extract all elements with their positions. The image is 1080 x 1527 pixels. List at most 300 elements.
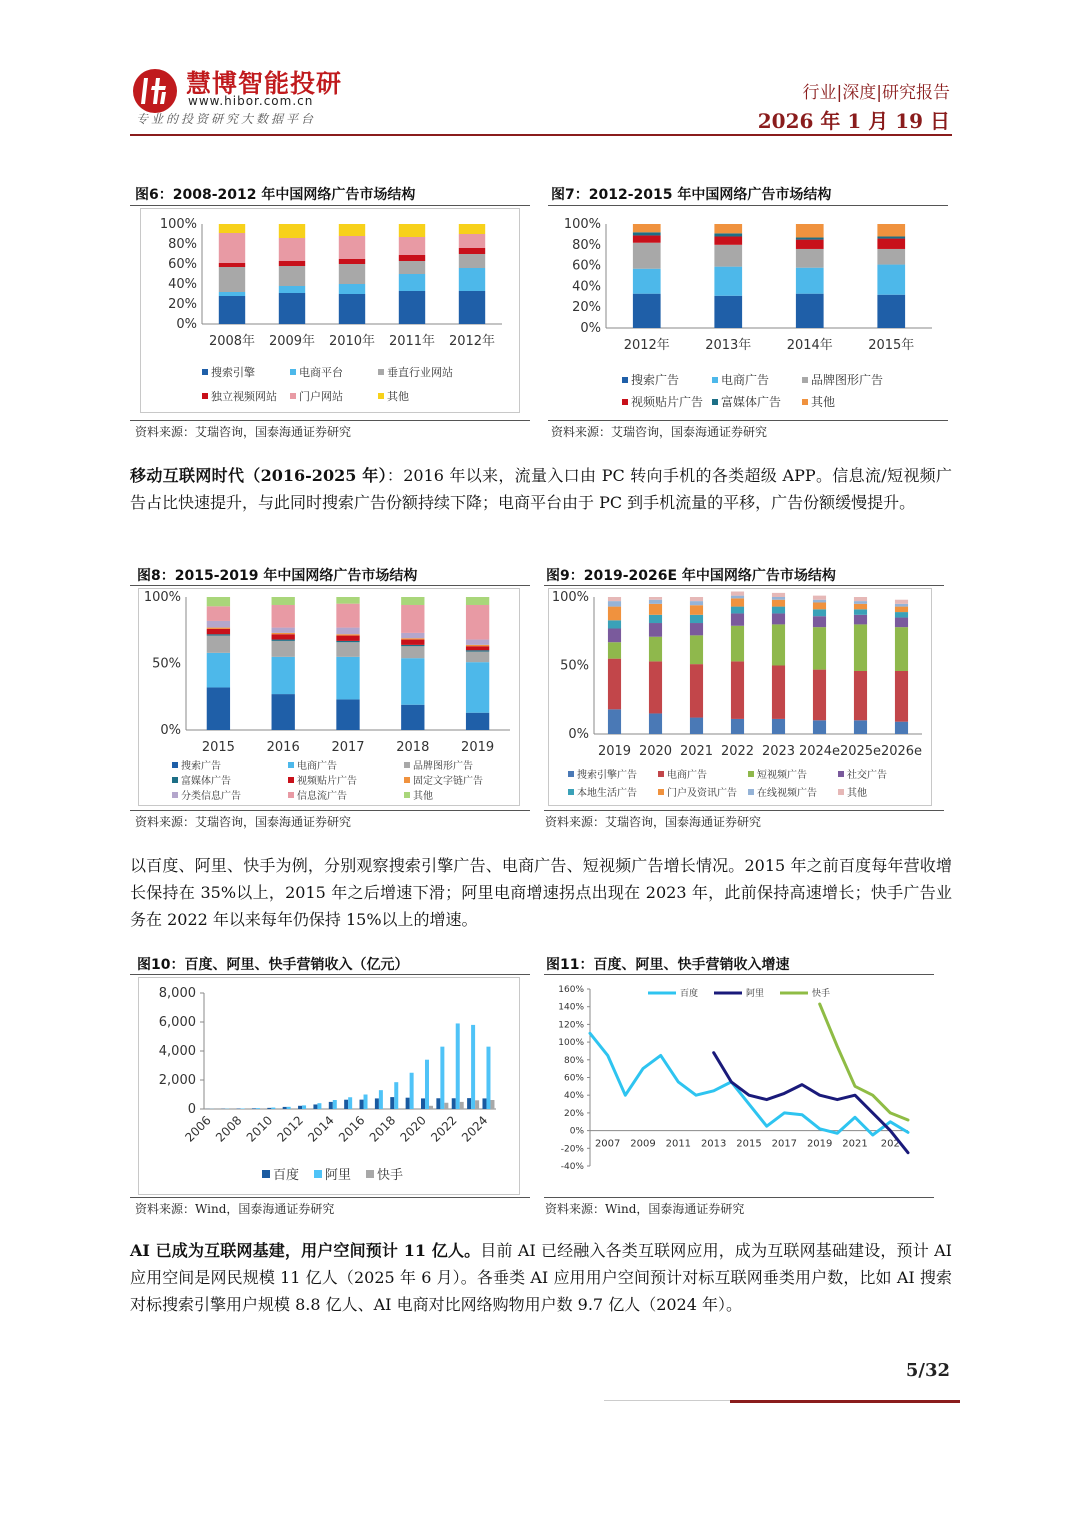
fig9-bar-0-1 — [608, 659, 621, 710]
fig6-bar-4-0 — [459, 291, 485, 324]
fig7-bar-0-4 — [633, 232, 661, 235]
fig6-x-tick: 2011年 — [388, 334, 436, 349]
fig10-bar-11-1 — [379, 1090, 383, 1109]
fig9-bar-1-6 — [649, 600, 662, 604]
fig10-bar-11-0 — [375, 1098, 379, 1109]
fig8-bar-0-2 — [207, 636, 230, 653]
fig9-bar-1-0 — [649, 713, 662, 734]
figure-9-source: 资料来源：艾瑞咨询，国泰海通证券研究 — [545, 815, 762, 829]
fig7-bar-0-0 — [633, 294, 661, 328]
fig9-bar-0-2 — [608, 642, 621, 658]
fig8-bar-2-2 — [336, 642, 359, 657]
fig7-bar-3-0 — [877, 295, 905, 328]
fig8-bar-1-0 — [272, 694, 295, 730]
fig10-bar-6-0 — [298, 1106, 302, 1109]
fig9-bar-7-1 — [895, 671, 908, 722]
fig10-bar-17-0 — [467, 1098, 471, 1109]
fig9-y-tick: 100% — [551, 590, 589, 605]
fig6-bar-2-5 — [339, 224, 365, 236]
fig7-legend-swatch — [802, 399, 808, 405]
fig10-bar-7-1 — [317, 1103, 321, 1109]
fig9-bar-0-5 — [608, 607, 621, 621]
fig9-bar-6-6 — [854, 601, 867, 604]
fig6-legend-swatch — [378, 369, 384, 375]
fig7-legend-label: 电商广告 — [721, 373, 770, 387]
figure-8-chart — [138, 588, 520, 806]
fig8-bar-0-4 — [207, 629, 230, 634]
figure-7-chart — [556, 208, 940, 413]
fig7-y-tick: 40% — [572, 279, 601, 295]
fig6-bar-0-4 — [219, 233, 245, 263]
fig6-y-tick: 60% — [168, 257, 197, 272]
fig9-bar-3-4 — [731, 607, 744, 614]
fig9-bar-2-6 — [690, 601, 703, 605]
fig7-legend-label: 富媒体广告 — [721, 395, 782, 409]
fig6-x-tick: 2009年 — [268, 334, 316, 349]
fig7-bar-1-3 — [714, 236, 742, 244]
fig8-legend-swatch — [288, 792, 294, 798]
fig7-legend-label: 视频贴片广告 — [631, 395, 704, 409]
fig9-bar-7-2 — [895, 627, 908, 671]
fig10-x-tick: 2024 — [458, 1113, 491, 1145]
fig6-bar-4-4 — [459, 234, 485, 248]
fig9-bar-7-4 — [895, 612, 908, 617]
figure-8-source: 资料来源：艾瑞咨询，国泰海通证券研究 — [135, 815, 352, 829]
fig6-legend-label: 门户网站 — [299, 390, 343, 403]
fig10-bar-8-1 — [333, 1100, 337, 1109]
fig6-bar-0-0 — [219, 296, 245, 324]
fig6-bar-0-3 — [219, 263, 245, 267]
report-date: 2026 年 1 月 19 日 — [757, 109, 950, 133]
fig9-bar-4-4 — [772, 607, 785, 614]
figure-11-source: 资料来源：Wind，国泰海通证券研究 — [545, 1202, 745, 1216]
fig8-bar-1-4 — [272, 634, 295, 639]
fig10-bar-3-0 — [252, 1108, 256, 1109]
fig9-x-tick: 2021 — [679, 744, 714, 759]
fig9-legend-label: 本地生活广告 — [577, 788, 637, 799]
fig9-bar-4-5 — [772, 600, 785, 607]
fig11-y-tick: 120% — [558, 1020, 584, 1031]
fig8-bar-2-7 — [336, 604, 359, 628]
fig9-legend-swatch — [838, 789, 844, 795]
fig11-x-tick: 202 — [880, 1138, 900, 1150]
fig11-legend-label: 阿里 — [746, 989, 765, 999]
fig6-bar-3-1 — [399, 274, 425, 291]
fig10-bar-9-0 — [344, 1100, 348, 1109]
figure-6-source: 资料来源：艾瑞咨询，国泰海通证券研究 — [135, 425, 352, 439]
fig7-bar-1-5 — [714, 224, 742, 233]
fig8-x-tick: 2016 — [266, 740, 300, 755]
fig10-y-tick: 2,000 — [158, 1073, 196, 1088]
logo-name: 慧博智能投研 — [186, 69, 343, 98]
figure-6-chart — [140, 208, 520, 413]
fig9-x-tick: 2023 — [761, 744, 796, 759]
fig8-x-tick: 2018 — [396, 740, 430, 755]
fig9-legend-label: 在线视频广告 — [757, 788, 817, 799]
fig8-x-tick: 2015 — [201, 740, 235, 755]
fig10-bar-8-0 — [329, 1102, 333, 1109]
fig6-bar-3-5 — [399, 224, 425, 237]
paragraph-ai-infrastructure-heading: AI 已成为互联网基建，用户空间预计 11 亿人。 — [130, 1241, 481, 1260]
fig7-y-tick: 80% — [572, 237, 601, 253]
fig8-bar-0-3 — [207, 634, 230, 635]
fig8-legend-swatch — [404, 792, 410, 798]
fig10-bar-18-2 — [490, 1100, 494, 1109]
fig8-legend-label: 分类信息广告 — [181, 791, 241, 802]
fig6-x-tick: 2012年 — [448, 334, 496, 349]
fig10-y-tick: 6,000 — [158, 1015, 196, 1030]
fig8-bar-0-8 — [207, 597, 230, 606]
fig9-bar-3-1 — [731, 661, 744, 719]
fig6-y-tick: 20% — [168, 297, 197, 312]
fig8-y-tick: 50% — [152, 656, 181, 672]
fig8-bar-2-6 — [336, 628, 359, 635]
fig9-bar-1-5 — [649, 604, 662, 615]
figure-11-bottom-rule — [544, 1197, 934, 1198]
fig8-bar-2-4 — [336, 636, 359, 641]
fig11-legend-label: 快手 — [812, 989, 831, 999]
fig10-bar-17-2 — [475, 1100, 479, 1109]
fig6-x-tick: 2010年 — [328, 334, 376, 349]
fig8-bar-2-5 — [336, 634, 359, 635]
fig7-bar-2-0 — [796, 294, 824, 328]
fig8-legend-label: 搜索广告 — [181, 761, 221, 772]
fig9-bar-5-2 — [813, 627, 826, 669]
fig9-bar-6-0 — [854, 720, 867, 734]
fig11-y-tick: 20% — [563, 1108, 584, 1119]
fig8-bar-4-6 — [466, 640, 489, 645]
fig6-bar-2-3 — [339, 259, 365, 264]
fig8-bar-1-1 — [272, 657, 295, 694]
fig7-legend-swatch — [712, 399, 718, 405]
fig9-bar-3-6 — [731, 596, 744, 599]
figure-7-source: 资料来源：艾瑞咨询，国泰海通证券研究 — [551, 425, 768, 439]
fig10-y-tick: 4,000 — [158, 1044, 196, 1059]
fig7-bar-0-5 — [633, 224, 661, 232]
fig10-legend-swatch — [314, 1170, 322, 1178]
fig10-bar-5-0 — [283, 1107, 287, 1109]
fig10-legend-swatch — [366, 1170, 374, 1178]
fig8-bar-2-3 — [336, 641, 359, 642]
fig9-bar-1-3 — [649, 623, 662, 637]
fig10-bar-18-0 — [482, 1098, 486, 1109]
fig8-bar-4-4 — [466, 646, 489, 650]
fig6-legend-swatch — [378, 393, 384, 399]
fig6-legend-label: 电商平台 — [299, 366, 343, 379]
fig11-y-tick: 0% — [569, 1126, 584, 1137]
fig11-y-tick: -20% — [560, 1144, 584, 1155]
fig9-bar-5-7 — [813, 596, 826, 600]
fig7-bar-1-2 — [714, 245, 742, 267]
fig9-bar-1-1 — [649, 661, 662, 713]
fig9-legend-swatch — [658, 789, 664, 795]
fig8-legend-swatch — [172, 792, 178, 798]
fig10-bar-10-0 — [360, 1100, 364, 1109]
fig10-bar-4-0 — [267, 1108, 271, 1109]
fig10-x-tick: 2008 — [213, 1113, 245, 1145]
fig7-bar-2-4 — [796, 238, 824, 240]
fig9-x-tick: 2019 — [597, 744, 632, 759]
fig6-bar-3-2 — [399, 261, 425, 274]
fig7-legend-swatch — [712, 377, 718, 383]
fig7-x-tick: 2015年 — [868, 338, 915, 353]
fig6-bar-1-1 — [279, 286, 305, 293]
fig9-bar-2-4 — [690, 615, 703, 623]
header-divider — [130, 134, 952, 136]
fig10-bar-12-1 — [394, 1082, 398, 1109]
fig10-legend-swatch — [262, 1170, 270, 1178]
fig6-bar-2-4 — [339, 236, 365, 259]
figure-11-chart — [546, 977, 934, 1195]
figure-9-title: 图9：2019-2026E 年中国网络广告市场结构 — [546, 568, 836, 584]
fig10-bar-3-1 — [256, 1108, 260, 1109]
fig9-bar-6-1 — [854, 671, 867, 720]
fig8-bar-4-8 — [466, 597, 489, 605]
fig8-bar-3-3 — [401, 645, 424, 646]
fig8-bar-3-0 — [401, 705, 424, 730]
fig10-bar-6-1 — [302, 1105, 306, 1109]
logo-url[interactable]: www.hibor.com.cn — [188, 94, 314, 108]
fig9-bar-5-0 — [813, 720, 826, 734]
fig9-legend-label: 其他 — [847, 788, 867, 799]
fig9-bar-1-4 — [649, 615, 662, 623]
fig9-legend-label: 短视频广告 — [757, 770, 807, 781]
fig9-bar-0-3 — [608, 629, 621, 643]
fig8-legend-label: 其他 — [413, 791, 433, 802]
fig7-bar-2-1 — [796, 268, 824, 294]
fig7-legend-swatch — [802, 377, 808, 383]
fig10-bar-7-0 — [313, 1104, 317, 1109]
fig6-bar-3-3 — [399, 255, 425, 261]
hibor-logo-icon — [132, 68, 178, 114]
fig7-bar-1-1 — [714, 267, 742, 296]
fig10-x-tick: 2014 — [305, 1113, 337, 1145]
fig10-bar-15-1 — [440, 1047, 444, 1109]
figure-8-title: 图8：2015-2019 年中国网络广告市场结构 — [137, 568, 418, 584]
figure-10-title: 图10：百度、阿里、快手营销收入（亿元） — [137, 957, 409, 973]
fig9-legend-swatch — [568, 771, 574, 777]
fig8-bar-3-7 — [401, 605, 424, 633]
fig7-y-tick: 60% — [572, 258, 601, 274]
fig7-legend-label: 搜索广告 — [631, 373, 680, 387]
report-category: 行业|深度|研究报告 — [802, 83, 950, 103]
fig8-bar-1-8 — [272, 597, 295, 605]
figure-10-source: 资料来源：Wind，国泰海通证券研究 — [135, 1202, 335, 1216]
fig9-legend-swatch — [748, 771, 754, 777]
logo-slogan: 专业的投资研究大数据平台 — [136, 112, 317, 126]
fig9-x-tick: 2025e — [839, 744, 882, 759]
fig8-x-tick: 2017 — [331, 740, 365, 755]
fig10-bar-14-0 — [421, 1098, 425, 1109]
fig8-bar-4-0 — [466, 713, 489, 730]
fig6-bar-4-3 — [459, 248, 485, 254]
fig10-bar-2-1 — [241, 1108, 245, 1109]
fig11-y-tick: 40% — [563, 1091, 584, 1102]
fig10-x-tick: 2010 — [243, 1113, 276, 1145]
fig8-bar-4-2 — [466, 652, 489, 663]
fig9-bar-6-3 — [854, 615, 867, 625]
paragraph-mobile-internet — [130, 462, 952, 516]
fig9-x-tick: 2024e — [798, 744, 841, 759]
fig9-bar-6-7 — [854, 597, 867, 601]
fig10-y-tick: 0 — [187, 1102, 196, 1117]
fig10-bar-15-0 — [436, 1098, 440, 1109]
fig9-x-tick: 2026e — [880, 744, 923, 759]
fig8-bar-0-5 — [207, 628, 230, 629]
fig8-bar-0-1 — [207, 653, 230, 688]
fig6-y-tick: 40% — [168, 277, 197, 292]
fig7-legend-swatch — [622, 377, 628, 383]
fig8-bar-3-1 — [401, 658, 424, 705]
fig7-bar-3-3 — [877, 239, 905, 249]
fig11-x-tick: 2021 — [842, 1138, 868, 1150]
fig9-legend-label: 搜索引擎广告 — [577, 770, 637, 781]
paragraph-ai-infrastructure-body: 目前 AI 已经融入各类互联网应用，成为互联网基础建设，预计 AI 应用空间是网民规模 11 亿人（2025 年 6 月）。各垂类 AI 应用用户空间预计对标互联网垂类用户数，比如 AI 搜索对标搜索引擎用户规模 8.8 亿人、AI 电商对比网络购物用户数 9.7 亿人（2024 年）。 — [130, 1241, 952, 1314]
fig11-y-tick: 160% — [558, 985, 584, 995]
fig9-bar-7-6 — [895, 604, 908, 607]
fig10-legend-label: 百度 — [273, 1168, 300, 1183]
fig6-bar-0-5 — [219, 224, 245, 233]
fig9-legend-label: 门户及资讯广告 — [667, 788, 737, 799]
fig9-bar-2-3 — [690, 623, 703, 635]
fig10-bar-16-0 — [452, 1098, 456, 1109]
fig6-y-tick: 80% — [168, 237, 197, 252]
fig6-bar-0-1 — [219, 292, 245, 296]
fig7-y-tick: 20% — [572, 300, 601, 316]
fig8-bar-2-0 — [336, 699, 359, 730]
fig7-x-tick: 2013年 — [705, 338, 752, 353]
fig7-legend-label: 品牌图形广告 — [811, 373, 884, 387]
figure-6-title: 图6：2008-2012 年中国网络广告市场结构 — [135, 187, 416, 203]
fig9-legend-swatch — [748, 789, 754, 795]
figure-11-title: 图11：百度、阿里、快手营销收入增速 — [546, 957, 790, 973]
footer-accent-rule — [730, 1400, 960, 1403]
fig6-bar-3-0 — [399, 291, 425, 324]
fig11-x-tick: 2011 — [665, 1138, 692, 1150]
fig8-bar-4-7 — [466, 605, 489, 640]
fig7-bar-2-3 — [796, 240, 824, 249]
fig10-y-tick: 8,000 — [158, 986, 196, 1001]
fig6-bar-1-5 — [279, 224, 305, 238]
fig9-bar-6-4 — [854, 609, 867, 614]
fig8-legend-label: 信息流广告 — [297, 791, 347, 802]
fig10-bar-15-2 — [444, 1103, 448, 1109]
fig9-bar-4-3 — [772, 613, 785, 624]
fig9-bar-3-5 — [731, 598, 744, 606]
fig8-bar-3-2 — [401, 646, 424, 658]
fig7-bar-0-2 — [633, 243, 661, 269]
fig7-x-tick: 2012年 — [623, 338, 670, 353]
fig10-bar-5-1 — [287, 1107, 291, 1109]
figure-7-title: 图7：2012-2015 年中国网络广告市场结构 — [551, 187, 832, 203]
fig10-bar-12-0 — [390, 1097, 394, 1109]
fig9-bar-0-6 — [608, 601, 621, 606]
fig9-bar-2-2 — [690, 635, 703, 664]
figure-6-bottom-rule — [130, 420, 530, 421]
fig11-x-tick: 2017 — [771, 1138, 798, 1150]
fig9-bar-5-1 — [813, 670, 826, 721]
fig6-legend-swatch — [290, 369, 296, 375]
fig11-x-tick: 2009 — [630, 1138, 656, 1150]
fig7-y-tick: 100% — [563, 217, 601, 232]
fig6-legend-label: 独立视频网站 — [211, 390, 277, 403]
fig9-legend-swatch — [568, 789, 574, 795]
fig7-bar-3-1 — [877, 265, 905, 295]
fig9-bar-2-5 — [690, 605, 703, 615]
fig9-bar-3-3 — [731, 613, 744, 625]
fig6-legend-swatch — [202, 393, 208, 399]
figure-9-chart — [548, 588, 932, 806]
fig9-bar-3-2 — [731, 626, 744, 662]
fig8-legend-swatch — [404, 762, 410, 768]
figure-8-rule — [130, 585, 530, 586]
fig9-bar-4-6 — [772, 597, 785, 600]
fig9-bar-5-5 — [813, 602, 826, 609]
fig7-legend-swatch — [622, 399, 628, 405]
fig9-bar-2-7 — [690, 597, 703, 601]
figure-7-rule — [548, 205, 948, 206]
fig10-bar-16-1 — [456, 1023, 460, 1109]
fig10-bar-13-1 — [410, 1073, 414, 1109]
fig7-y-tick: 0% — [580, 321, 601, 336]
fig8-legend-label: 富媒体广告 — [181, 776, 231, 787]
fig6-legend-label: 其他 — [387, 390, 409, 403]
fig11-legend-label: 百度 — [680, 989, 699, 999]
figure-9-rule — [544, 585, 944, 586]
fig9-legend-swatch — [658, 771, 664, 777]
fig7-bar-3-4 — [877, 236, 905, 238]
fig9-bar-5-3 — [813, 616, 826, 627]
fig8-bar-3-5 — [401, 638, 424, 639]
fig8-legend-label: 固定文字链广告 — [413, 776, 483, 787]
fig9-bar-3-7 — [731, 592, 744, 596]
fig8-bar-1-2 — [272, 641, 295, 657]
fig8-legend-swatch — [404, 777, 410, 783]
fig9-bar-5-4 — [813, 609, 826, 616]
fig7-bar-0-3 — [633, 235, 661, 242]
fig6-bar-4-1 — [459, 268, 485, 291]
paragraph-mobile-internet-body: ：2016 年以来，流量入口由 PC 转向手机的各类超级 APP。信息流/短视频广告占比快速提升，与此同时搜索广告份额持续下降；电商平台由于 PC 到手机流量的平移，广告份额缓慢提升。 — [130, 466, 952, 512]
page-number: 5/32 — [905, 1360, 950, 1381]
figure-11-rule — [544, 974, 934, 975]
fig6-bar-0-2 — [219, 267, 245, 292]
fig11-x-tick: 2019 — [806, 1138, 833, 1150]
fig8-x-tick: 2019 — [461, 740, 495, 755]
fig9-bar-0-0 — [608, 709, 621, 734]
fig7-bar-1-0 — [714, 296, 742, 328]
fig9-y-tick: 50% — [560, 658, 589, 674]
fig6-legend-label: 垂直行业网站 — [387, 366, 453, 379]
fig8-legend-label: 视频贴片广告 — [297, 776, 357, 787]
fig6-y-tick: 0% — [176, 317, 197, 332]
figure-10-rule — [130, 974, 530, 975]
fig9-bar-1-2 — [649, 637, 662, 662]
fig7-bar-2-2 — [796, 249, 824, 268]
fig9-bar-4-7 — [772, 593, 785, 597]
fig9-bar-4-2 — [772, 624, 785, 665]
fig8-bar-3-8 — [401, 597, 424, 605]
fig8-bar-4-1 — [466, 662, 489, 713]
fig8-y-tick: 100% — [143, 590, 181, 605]
fig6-legend-swatch — [202, 369, 208, 375]
fig9-x-tick: 2020 — [638, 744, 673, 759]
fig9-y-tick: 0% — [568, 727, 589, 742]
fig6-bar-1-2 — [279, 266, 305, 286]
fig9-bar-2-0 — [690, 718, 703, 734]
figure-7-bottom-rule — [548, 420, 948, 421]
fig6-bar-4-5 — [459, 224, 485, 234]
fig9-bar-7-5 — [895, 607, 908, 612]
